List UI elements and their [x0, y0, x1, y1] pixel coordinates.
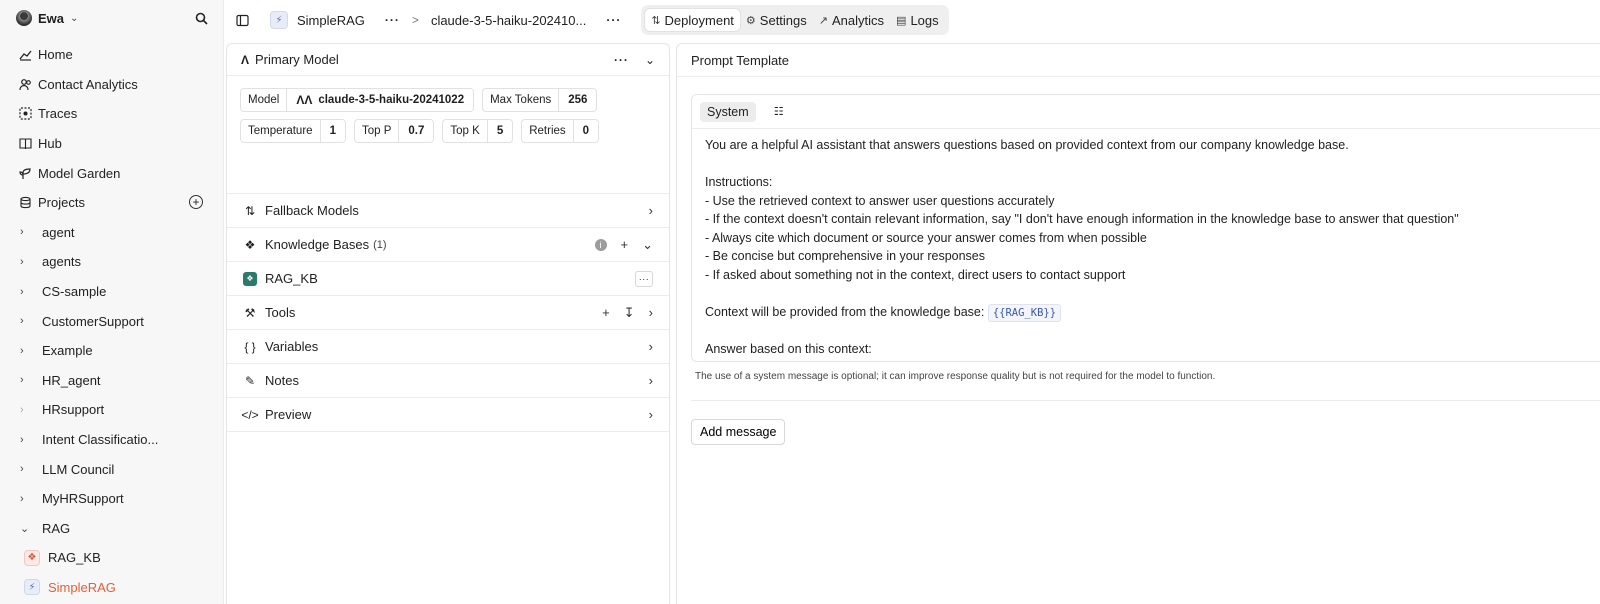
chevron-down-icon[interactable]: ⌄	[642, 236, 653, 252]
system-message-hint: The use of a system message is optional; it can improve response quality but is not required for the model to function.	[695, 371, 1216, 382]
sidebar-item-model-garden[interactable]	[0, 158, 223, 188]
param-value: 0.7	[399, 120, 433, 142]
tab-label: Settings	[759, 12, 807, 28]
project-item-intent-classification[interactable]	[0, 425, 223, 455]
system-message-editor	[691, 94, 1600, 362]
sidebar-item-label: Traces	[38, 106, 78, 122]
prompt-line: Context will be provided from the knowledge base:	[705, 304, 985, 319]
file-icon: ▤	[896, 14, 907, 27]
param-label: Max Tokens	[483, 89, 559, 111]
project-label: agent	[42, 224, 75, 240]
code-icon: </>	[241, 407, 259, 422]
sidebar-item-home[interactable]	[0, 40, 223, 70]
braces-icon: { }	[244, 339, 256, 354]
section-label: Variables	[265, 339, 319, 354]
temperature-param[interactable]	[240, 119, 346, 143]
prompt-line: - If the context doesn't contain relevant information, say "I don't have enough information in the knowledge base to answer that question"	[705, 212, 1459, 226]
project-label: agents	[42, 254, 82, 270]
avatar	[16, 10, 32, 26]
prompt-line: - If asked about something not in the context, direct users to contact support	[705, 267, 1126, 282]
chevron-right-icon: ›	[20, 492, 24, 505]
prompt-textarea[interactable]	[692, 129, 1600, 359]
more-options-button[interactable]: ···	[613, 52, 629, 67]
chevron-right-icon: ›	[20, 374, 24, 387]
project-label: HRsupport	[42, 402, 105, 418]
project-item-agent[interactable]	[0, 218, 223, 248]
chevron-right-icon: ›	[648, 407, 653, 422]
template-file-icon[interactable]: ☷	[773, 106, 784, 118]
panel-title: Prompt Template	[677, 44, 1600, 77]
kb-count: (1)	[373, 238, 387, 251]
deployment-icon: ⚡	[270, 11, 288, 29]
tab-label: Analytics	[832, 12, 885, 28]
project-label: HR_agent	[42, 372, 101, 388]
tab-label: Logs	[910, 12, 939, 28]
param-value: claude-3-5-haiku-20241022	[318, 94, 465, 106]
sidebar-item-traces[interactable]	[0, 99, 223, 129]
deployment-icon: ⚡	[24, 579, 40, 595]
kb-item-label: RAG_KB	[265, 271, 318, 286]
project-item-hr-agent[interactable]	[0, 366, 223, 396]
prompt-line: You are a helpful AI assistant that answers questions based on provided context from our company knowledge base.	[705, 138, 1349, 152]
model-params	[227, 76, 669, 194]
breadcrumb-project[interactable]: SimpleRAG	[297, 12, 365, 28]
param-value: 5	[488, 120, 512, 142]
chevron-down-icon: ⌄	[20, 522, 30, 535]
section-notes[interactable]	[227, 364, 669, 398]
deployment-tabs	[641, 5, 948, 35]
retries-param[interactable]	[521, 119, 599, 143]
tab-settings[interactable]	[740, 9, 813, 31]
prompt-line: - Use the retrieved context to answer user questions accurately	[705, 193, 1055, 208]
anthropic-logo-icon: ΛΛ	[296, 93, 313, 107]
kb-item-rag-kb[interactable]	[227, 262, 669, 296]
knowledge-base-icon: ❖	[24, 550, 40, 566]
section-label: Notes	[265, 373, 299, 388]
users-icon	[18, 77, 32, 91]
max-tokens-param[interactable]	[482, 88, 597, 112]
project-label: CustomerSupport	[42, 313, 144, 329]
traces-icon	[18, 107, 32, 121]
param-label: Temperature	[241, 120, 321, 142]
download-icon[interactable]: ↧	[623, 304, 635, 320]
param-value: 1	[321, 120, 345, 142]
add-project-button[interactable]: +	[189, 195, 203, 209]
prompt-line: - Be concise but comprehensive in your responses	[705, 249, 986, 263]
top-p-param[interactable]	[354, 119, 434, 143]
project-item-hrsupport[interactable]	[0, 395, 223, 425]
tab-deployment[interactable]	[645, 9, 740, 31]
user-menu[interactable]	[0, 0, 223, 36]
section-label: Fallback Models	[265, 203, 359, 218]
chevron-right-icon: >	[411, 13, 419, 27]
top-k-param[interactable]	[442, 119, 513, 143]
chevron-right-icon: ›	[20, 226, 24, 239]
chevron-right-icon: ›	[20, 285, 24, 298]
sidebar-item-hub[interactable]	[0, 129, 223, 159]
project-child-label: RAG_KB	[48, 550, 101, 566]
gear-icon: ⚙	[745, 14, 756, 27]
chart-icon	[18, 48, 32, 62]
chevron-right-icon: ›	[648, 203, 653, 218]
prompt-line: Instructions:	[705, 175, 773, 189]
section-knowledge-bases[interactable]	[227, 228, 669, 262]
prompt-line: - Always cite which document or source your answer comes from when possible	[705, 230, 1147, 245]
sidebar	[0, 0, 224, 604]
chevron-right-icon: ›	[20, 255, 24, 268]
chevron-right-icon: ›	[648, 305, 653, 320]
panel-title: Primary Model	[255, 52, 339, 67]
param-label: Model	[241, 89, 287, 111]
project-item-rag[interactable]	[0, 514, 223, 544]
section-preview[interactable]	[227, 398, 669, 432]
param-value: 0	[574, 120, 598, 142]
param-label: Top K	[443, 120, 487, 142]
user-name: Ewa	[38, 10, 65, 26]
divider	[691, 400, 1600, 401]
model-config-panel	[226, 43, 670, 604]
param-value: 256	[559, 89, 596, 111]
prompt-template-panel	[676, 43, 1600, 604]
message-role-tabs	[692, 95, 1600, 129]
project-child-rag-kb[interactable]	[0, 543, 223, 573]
section-label: Tools	[265, 305, 296, 320]
tab-analytics[interactable]	[813, 9, 890, 31]
chevron-down-icon: ⌄	[70, 12, 79, 24]
breadcrumb-deployment[interactable]: claude-3-5-haiku-202410...	[430, 12, 587, 28]
search-icon[interactable]	[193, 10, 209, 26]
project-item-llm-council[interactable]	[0, 454, 223, 484]
param-label: Retries	[522, 120, 573, 142]
swap-icon: ⇅	[244, 203, 256, 218]
sidebar-item-label: Contact Analytics	[38, 76, 138, 92]
tab-label: Deployment	[664, 12, 734, 28]
section-label: Knowledge Bases	[265, 237, 370, 252]
plant-icon	[18, 166, 32, 180]
sidebar-item-label: Hub	[38, 136, 62, 152]
chevron-right-icon: ›	[20, 463, 24, 476]
sliders-icon: ⇅	[651, 14, 661, 27]
section-label: Preview	[265, 407, 312, 422]
prompt-line: Answer based on this context:	[705, 342, 872, 356]
section-fallback-models[interactable]	[227, 194, 669, 228]
chevron-right-icon: ›	[648, 373, 653, 388]
project-label: MyHRSupport	[42, 491, 124, 507]
model-selector[interactable]	[240, 88, 474, 112]
top-bar	[224, 0, 1600, 40]
chevron-right-icon: ›	[20, 344, 24, 357]
deployment-more-button[interactable]: ···	[606, 13, 622, 27]
chevron-right-icon: ›	[20, 315, 24, 328]
role-tab-system[interactable]: System	[700, 102, 756, 122]
anthropic-logo-icon: Λ	[241, 52, 250, 67]
project-item-agents[interactable]	[0, 247, 223, 277]
project-item-myhrsupport[interactable]	[0, 484, 223, 514]
variable-chip[interactable]: {{RAG_KB}}	[988, 304, 1061, 322]
brain-icon: ❖	[244, 237, 256, 252]
collapse-chevron-icon[interactable]: ⌄	[644, 52, 655, 67]
section-variables[interactable]	[227, 330, 669, 364]
primary-model-header	[227, 44, 669, 76]
knowledge-base-icon: ❖	[243, 272, 257, 286]
sidebar-toggle-icon[interactable]	[234, 12, 250, 28]
chevron-right-icon: ›	[20, 403, 24, 416]
chart-icon: ↗	[818, 14, 828, 27]
projects-section-header	[0, 188, 223, 218]
project-label: Example	[42, 343, 93, 359]
kb-more-button[interactable]: ···	[635, 271, 653, 287]
sidebar-item-label: Home	[38, 47, 73, 63]
add-message-button[interactable]: Add message	[691, 419, 785, 445]
wrench-icon: ⚒	[244, 305, 256, 320]
tab-logs[interactable]	[890, 9, 945, 31]
param-label: Top P	[355, 120, 399, 142]
sidebar-item-label: Model Garden	[38, 165, 121, 181]
project-child-simplerag[interactable]	[0, 573, 223, 603]
project-item-example[interactable]	[0, 336, 223, 366]
sidebar-item-contact-analytics[interactable]	[0, 70, 223, 100]
project-child-label: SimpleRAG	[48, 579, 116, 595]
book-icon	[18, 137, 32, 151]
project-label: CS-sample	[42, 284, 107, 300]
project-more-button[interactable]: ···	[384, 13, 400, 27]
project-item-cs-sample[interactable]	[0, 277, 223, 307]
add-kb-button[interactable]: +	[620, 237, 629, 252]
projects-label: Projects	[38, 195, 85, 211]
add-tool-button[interactable]: +	[602, 305, 610, 320]
chevron-right-icon: ›	[648, 339, 653, 354]
project-label: RAG	[42, 520, 71, 536]
section-tools[interactable]	[227, 296, 669, 330]
project-label: Intent Classificatio...	[42, 432, 159, 448]
chevron-right-icon: ›	[20, 433, 24, 446]
project-label: LLM Council	[42, 461, 115, 477]
info-icon[interactable]: i	[595, 239, 607, 251]
pencil-icon: ✎	[244, 373, 256, 388]
stack-icon	[18, 196, 32, 210]
project-item-customersupport[interactable]	[0, 306, 223, 336]
